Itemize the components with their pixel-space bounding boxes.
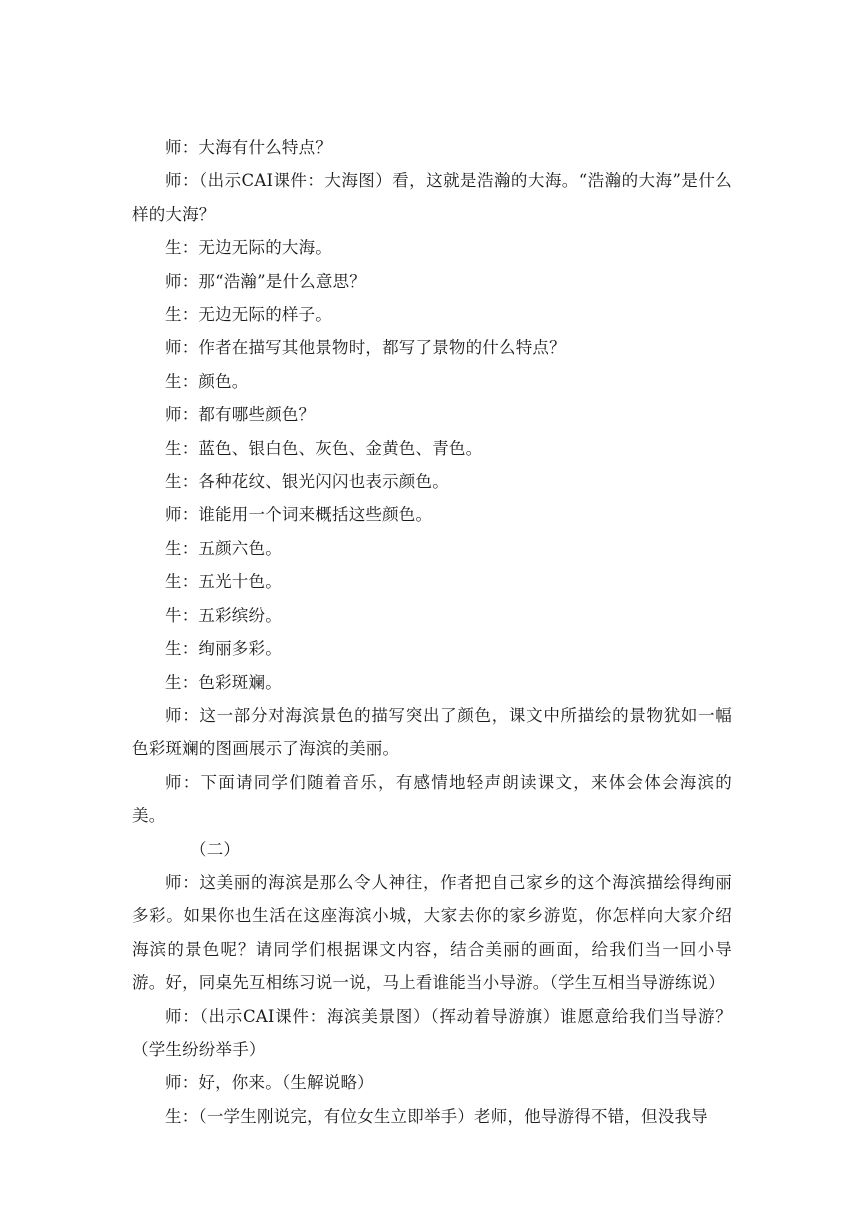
paragraph: 师：（出示CAI课件：海滨美景图）（挥动着导游旗）谁愿意给我们当导游？（学生纷纷举手） xyxy=(132,1006,732,1059)
paragraph: 生：五光十色。 xyxy=(165,572,282,592)
paragraph: 生：五颜六色。 xyxy=(165,538,282,558)
paragraph: 生：色彩斑斓。 xyxy=(165,672,282,692)
section-heading: （二） xyxy=(190,839,241,859)
paragraph: 师：好，你来。（生解说略） xyxy=(165,1073,374,1093)
paragraph: 师：这美丽的海滨是那么令人神往，作者把自己家乡的这个海滨描绘得绚丽多彩。如果你也生活在这座海滨小城，大家去你的家乡游览，你怎样向大家介绍海滨的景色呢？请同学们根据课文内容，结合美丽的画面，给我们当一回小导游。好，同桌先互相练习说一说，马上看谁能当小导游。（学生互相当导游练说） xyxy=(132,872,732,993)
paragraph: 师：那“浩瀚”是什么意思？ xyxy=(165,271,366,291)
paragraph: 生：无边无际的大海。 xyxy=(165,238,332,258)
paragraph: 师：作者在描写其他景物时，都写了景物的什么特点？ xyxy=(165,338,566,358)
paragraph: 生：绚丽多彩。 xyxy=(165,639,282,659)
paragraph: 生：各种花纹、银光闪闪也表示颜色。 xyxy=(165,472,449,492)
paragraph: 师：这一部分对海滨景色的描写突出了颜色，课文中所描绘的景物犹如一幅色彩斑斓的图画展示了海滨的美丽。 xyxy=(132,705,732,759)
paragraph: 师：都有哪些颜色？ xyxy=(165,405,316,425)
paragraph: 生：（一学生刚说完，有位女生立即举手）老师，他导游得不错，但没我导 xyxy=(165,1106,708,1126)
paragraph: 牛：五彩缤纷。 xyxy=(165,605,282,625)
paragraph: 生：无边无际的样子。 xyxy=(165,305,332,325)
paragraph: 师：谁能用一个词来概括这些颜色。 xyxy=(165,505,433,525)
paragraph: 生：颜色。 xyxy=(165,371,249,391)
document-body xyxy=(132,131,732,1133)
paragraph: 师：大海有什么特点？ xyxy=(165,138,332,157)
paragraph: 生：蓝色、银白色、灰色、金黄色、青色。 xyxy=(165,438,483,458)
paragraph: 师：下面请同学们随着音乐，有感情地轻声朗读课文，来体会体会海滨的美。 xyxy=(132,772,732,826)
paragraph: 师：（出示CAI课件：大海图）看，这就是浩瀚的大海。“浩瀚的大海”是什么样的大海？ xyxy=(132,171,732,224)
